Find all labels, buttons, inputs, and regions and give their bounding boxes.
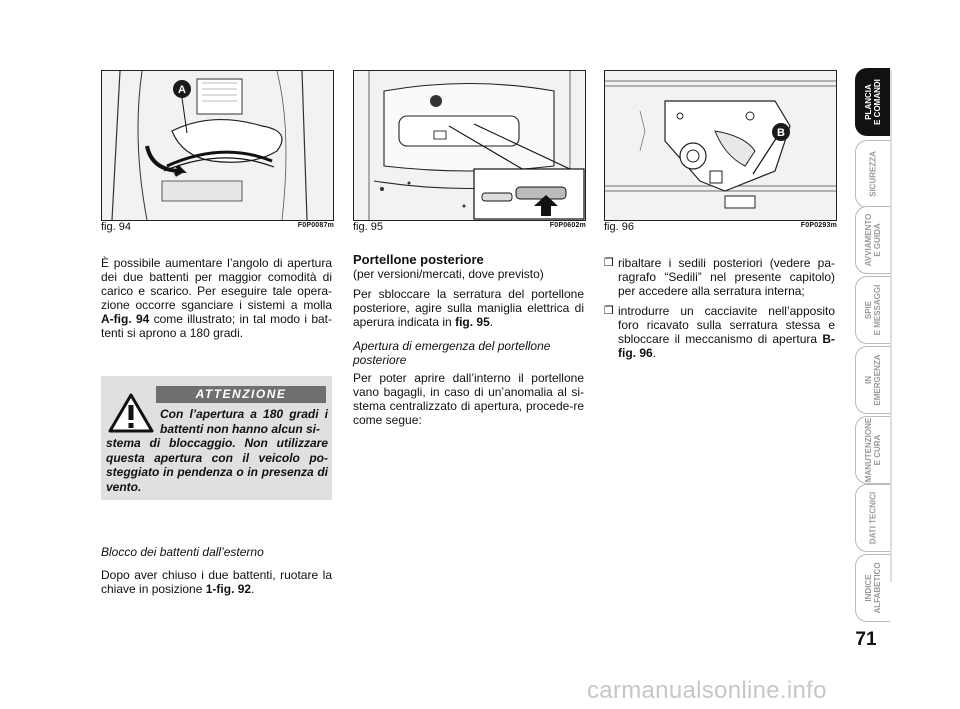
figure-code: F0P0602m [549, 222, 586, 229]
figure-94-caption [101, 221, 334, 235]
column-1-lock [101, 545, 332, 603]
figure-reference: 1-fig. 92 [205, 582, 252, 596]
tab-spie-e-messaggi[interactable]: SPIE E MESSAGGI [855, 276, 890, 344]
callout-a: A [178, 84, 186, 96]
intro-paragraph: È possibile aumentare l’angolo di apertura dei due battenti per maggior comodità di carico e scarico. Per eseguire tale opera-zione occorre sganciare i sistemi a molla A-fig. 94 come illustrato; in tal modo i bat-tenti si aprono a 180 gradi. [101, 256, 333, 340]
callout-b: B [777, 127, 785, 139]
column-3 [604, 256, 835, 366]
emergency-paragraph: Per poter aprire dall’interno il portellone vano bagagli, in caso di un’anomalia al si-stema centralizzato di apertura, procede-re come segue: [353, 371, 584, 427]
tab-rail [890, 70, 897, 582]
list-item: ❒ introdurre un cacciavite nell’apposito foro ricavato sulla serratura stessa e sbloccare il meccanismo di apertura B-fig. 96. [604, 304, 835, 360]
figure-label: fig. 95 [353, 221, 383, 233]
figure-label: fig. 96 [604, 221, 634, 233]
tab-in-emergenza[interactable]: IN EMERGENZA [855, 346, 890, 414]
figure-95-caption [353, 221, 586, 235]
tab-dati-tecnici[interactable]: DATI TECNICI [855, 484, 890, 552]
figure-95-illustration [354, 71, 585, 220]
emergency-heading: Apertura di emergenza del portellone posteriore [353, 339, 551, 367]
tab-indice-alfabetico[interactable]: INDICE ALFABETICO [855, 554, 890, 622]
checkbox-bullet-icon: ❒ [604, 257, 614, 269]
column-1-intro [101, 256, 332, 347]
warning-title: ATTENZIONE [156, 386, 326, 403]
tab-avviamento-e-guida[interactable]: AVVIAMENTO E GUIDA [855, 206, 890, 274]
figure-code: F0P0293m [800, 222, 837, 229]
figure-reference: fig. 95 [455, 315, 490, 329]
figure-96 [604, 70, 837, 221]
tab-sicurezza[interactable]: SICUREZZA [855, 140, 890, 208]
checkbox-bullet-icon: ❒ [604, 305, 614, 317]
figure-code: F0P0087m [297, 222, 334, 229]
lock-paragraph: Dopo aver chiuso i due battenti, ruotare la chiave in posizione 1-fig. 92. [101, 568, 332, 596]
tailgate-paragraph: Per sbloccare la serratura del portellone posteriore, agire sulla maniglia elettrica di aperura indicata in fig. 95. [353, 287, 584, 329]
figure-reference: A-fig. 94 [101, 312, 150, 326]
figure-96-caption [604, 221, 837, 235]
warning-text: Con l’apertura a 180 gradi i battenti non hanno alcun si- stema di bloccaggio. Non utilizzare questa apertura con il veicolo po-steggiato in pendenza o in presenza di vento. [106, 407, 328, 494]
tab-plancia-e-comandi[interactable]: PLANCIA E COMANDI [855, 68, 890, 136]
section-subheading: (per versioni/mercati, dove previsto) [353, 267, 544, 281]
figure-95 [353, 70, 586, 221]
warning-box [101, 376, 332, 500]
figure-94 [101, 70, 334, 221]
figure-96-illustration [605, 71, 836, 220]
figure-label: fig. 94 [101, 221, 131, 233]
watermark: carmanualsonline.info [587, 677, 827, 704]
list-item: ❒ ribaltare i sedili posteriori (vedere pa-ragrafo “Sedili” nel presente capitolo) per accedere alla serratura interna; [604, 256, 835, 298]
column-2 [353, 253, 584, 434]
figure-94-illustration [102, 71, 333, 220]
page-number: 71 [855, 629, 877, 650]
tab-manutenzione-e-cura[interactable]: MANUTENZIONE E CURA [855, 416, 890, 484]
sub-heading: Blocco dei battenti dall’esterno [101, 545, 264, 559]
section-heading: Portellone posteriore [353, 252, 484, 267]
figure-reference: B-fig. 96 [618, 332, 835, 360]
